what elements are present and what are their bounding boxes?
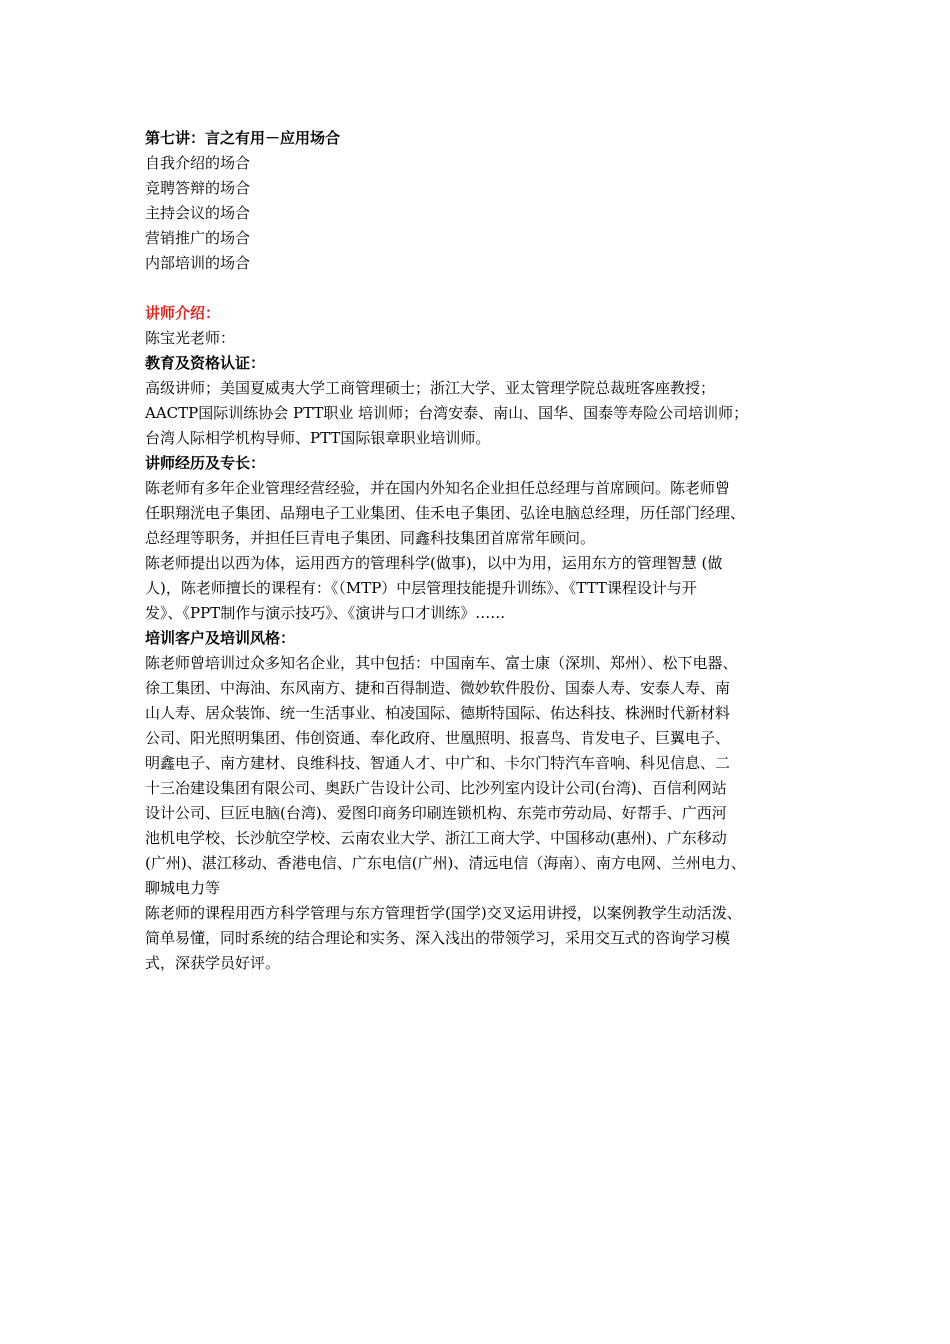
text-line: 设计公司、巨匠电脑(台湾)、爱图印商务印刷连锁机构、东莞市劳动局、好帮手、广西河: [145, 804, 727, 822]
text-line: 池机电学校、长沙航空学校、云南农业大学、浙江工商大学、中国移动(惠州)、广东移动: [145, 829, 727, 847]
text-line: 十三冶建设集团有限公司、奥跃广告设计公司、比沙列室内设计公司(台湾)、百信利网站: [145, 779, 727, 797]
text-line: 发》、《PPT制作与演示技巧》、《演讲与口才训练》……: [145, 604, 506, 622]
text-line: (广州)、湛江移动、香港电信、广东电信(广州)、清远电信（海南）、南方电网、兰州电力、: [145, 854, 746, 872]
document-body: [145, 126, 820, 976]
text-line: 任职翔洸电子集团、品翔电子工业集团、佳禾电子集团、弘诠电脑总经理，历任部门经理、: [145, 504, 746, 522]
text-line: 总经理等职务，并担任巨青电子集团、同鑫科技集团首席常年顾问。: [145, 529, 596, 547]
text-line: 台湾人际相学机构导师、PTT国际银章职业培训师。: [145, 429, 491, 447]
text-line: 公司、阳光照明集团、伟创资通、奉化政府、世凰照明、报喜鸟、肯发电子、巨翼电子、: [145, 729, 731, 747]
text-line: 徐工集团、中海油、东风南方、捷和百得制造、微妙软件股份、国泰人寿、安泰人寿、南: [145, 679, 731, 697]
text-line: 陈老师有多年企业管理经营经验，并在国内外知名企业担任总经理与首席顾问。陈老师曾: [145, 479, 731, 497]
experience-heading: 讲师经历及专长：: [145, 454, 266, 472]
instructor-name: 陈宝光老师：: [145, 329, 236, 347]
education-heading: 教育及资格认证：: [145, 354, 266, 372]
lecture-topic: 营销推广的场合: [145, 229, 251, 247]
text-line: 简单易懂，同时系统的结合理论和实务、深入浅出的带领学习，采用交互式的咨询学习模: [145, 929, 731, 947]
text-line: 陈老师曾培训过众多知名企业，其中包括：中国南车、富士康（深圳、郑州）、松下电器、: [145, 654, 738, 672]
text-line: AACTP国际训练协会 PTT职业 培训师；台湾安泰、南山、国华、国泰等寿险公司培训师；: [145, 404, 749, 422]
text-line: 聊城电力等: [145, 879, 221, 897]
education-paragraph: [145, 376, 820, 451]
lecture-topic: 主持会议的场合: [145, 204, 251, 222]
section-spacer: [145, 276, 820, 301]
clients-heading: 培训客户及培训风格：: [145, 629, 296, 647]
experience-paragraph: [145, 476, 820, 626]
lecture-topic: 内部培训的场合: [145, 254, 251, 272]
text-line: 人)，陈老师擅长的课程有：《（MTP）中层管理技能提升训练》、《TTT课程设计与开: [145, 579, 697, 597]
instructor-heading: 讲师介绍：: [145, 304, 221, 322]
lecture-topic: 竞聘答辩的场合: [145, 179, 251, 197]
text-line: 陈老师提出以西为体，运用西方的管理科学(做事)，以中为用，运用东方的管理智慧 (做: [145, 554, 723, 572]
text-line: 式，深获学员好评。: [145, 954, 281, 972]
clients-paragraph: [145, 651, 820, 976]
lecture-title: 第七讲：言之有用－应用场合: [145, 129, 341, 147]
text-line: 高级讲师；美国夏威夷大学工商管理硕士；浙江大学、亚太管理学院总裁班客座教授；: [145, 379, 716, 397]
text-line: 陈老师的课程用西方科学管理与东方管理哲学(国学)交叉运用讲授，以案例教学生动活泼、: [145, 904, 742, 922]
text-line: 山人寿、居众装饰、统一生活事业、柏凌国际、德斯特国际、佑达科技、株洲时代新材料: [145, 704, 731, 722]
lecture-topic: 自我介绍的场合: [145, 154, 251, 172]
lecture-topic-list: [145, 151, 820, 276]
text-line: 明鑫电子、南方建材、良维科技、智通人才、中广和、卡尔门特汽车音响、科见信息、二: [145, 754, 731, 772]
